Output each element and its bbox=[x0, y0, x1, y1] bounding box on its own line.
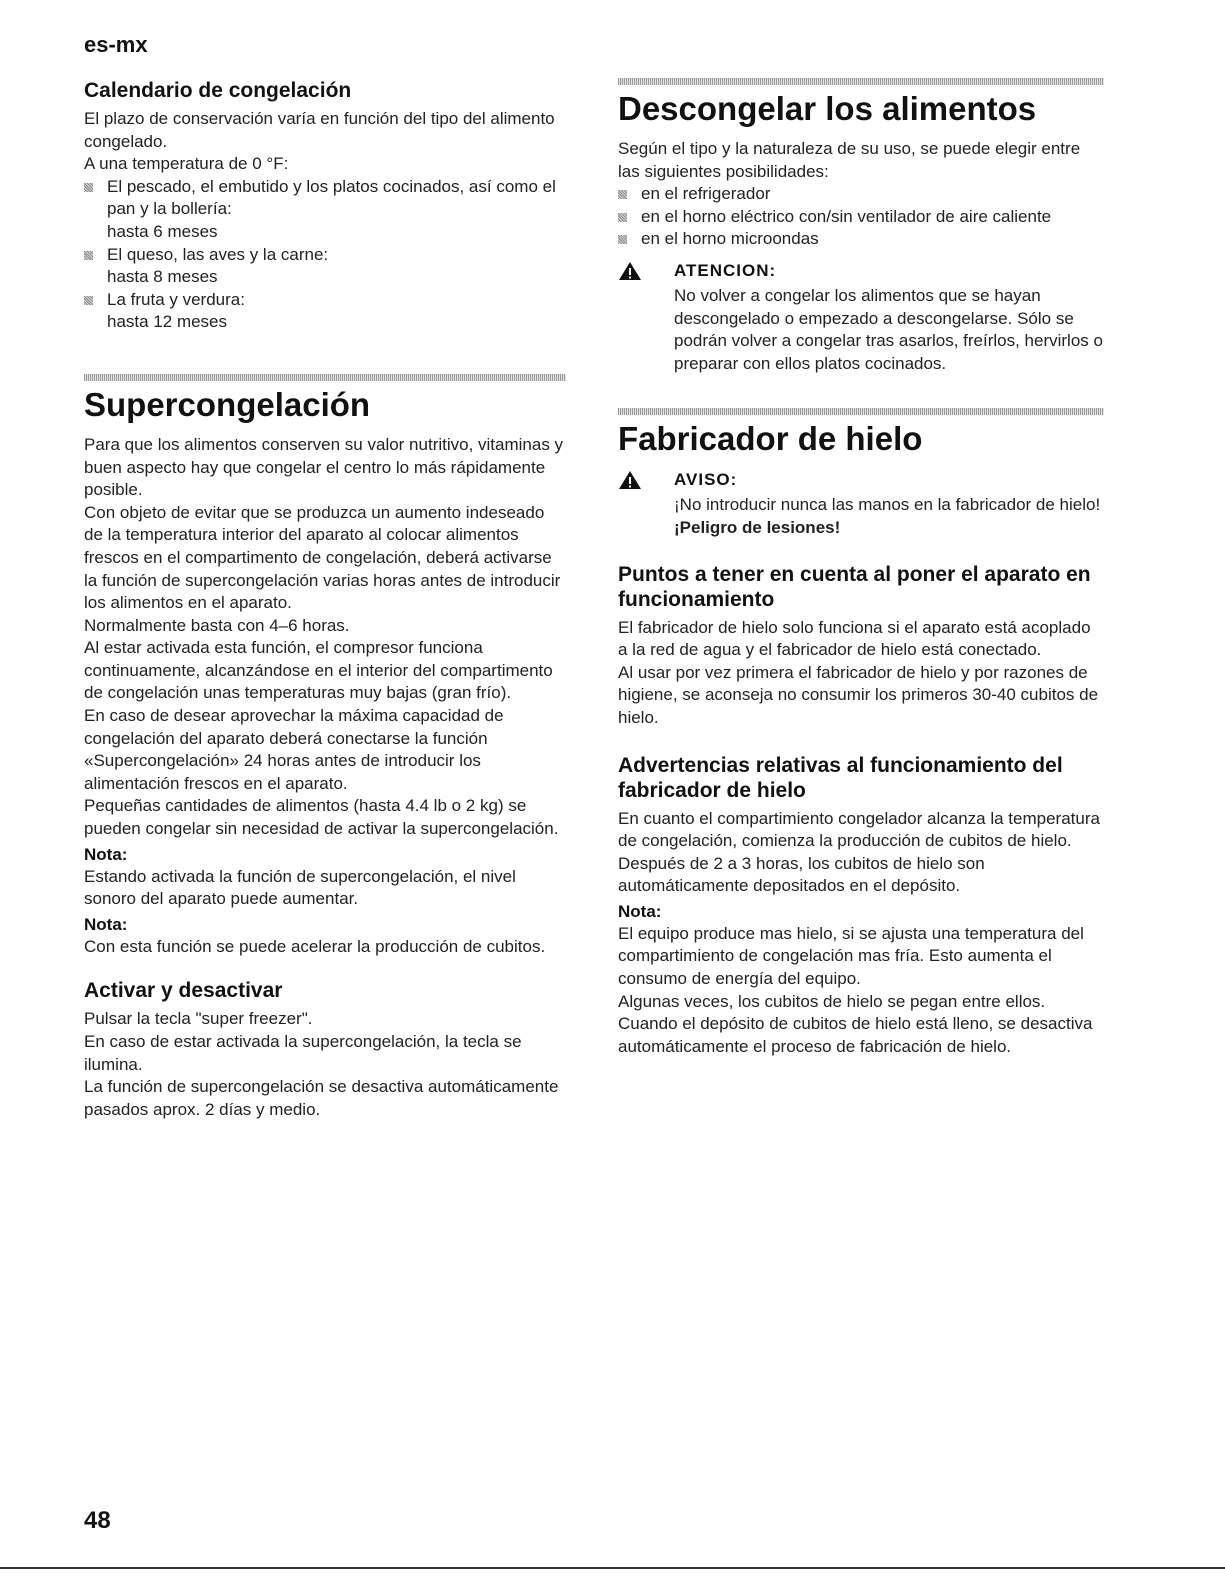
list-item-text: en el refrigerador bbox=[641, 184, 771, 204]
nota-text: Cuando el depósito de cubitos de hielo está lleno, se desactiva automáticamente el proceso de fabricación de hielo. bbox=[618, 1014, 1093, 1056]
warning-text: No volver a congelar los alimentos que se hayan descongelado o empezado a descongelarse. Sólo se podrán volver a congelar tras asarlos, freírlos, hervirlos o preparar con ellos platos cocinados. bbox=[674, 285, 1103, 373]
bullet-icon bbox=[618, 235, 627, 244]
section-divider bbox=[84, 374, 566, 381]
calendario-list bbox=[84, 176, 566, 334]
list-item bbox=[618, 206, 1104, 229]
section-activar bbox=[84, 978, 566, 1121]
list-item-text: en el horno eléctrico con/sin ventilador de aire caliente bbox=[641, 206, 1052, 226]
supercongelacion-para: Con objeto de evitar que se produzca un aumento indeseado de la temperatura interior del aparato al colocar alimentos frescos en el compartimento de congelación, deberá activarse la función de supercongelación varias horas antes de introducir los alimentos en el aparato. bbox=[84, 502, 561, 613]
list-item bbox=[84, 289, 566, 334]
language-code: es-mx bbox=[84, 32, 148, 57]
list-item-duration: hasta 6 meses bbox=[107, 221, 218, 241]
supercongelacion-para: Al estar activada esta función, el compresor funciona continuamente, alcanzándose en el interior del compartimento de congelación unas temperaturas muy bajas (gran frío). bbox=[84, 638, 553, 703]
warning-triangle-icon bbox=[618, 470, 642, 490]
warning-triangle-icon bbox=[618, 261, 642, 281]
aviso-warning bbox=[618, 468, 1104, 539]
activar-title: Activar y desactivar bbox=[84, 979, 283, 1003]
list-item bbox=[618, 228, 1104, 251]
section-divider bbox=[618, 78, 1104, 85]
section-fabricador bbox=[618, 419, 1104, 1058]
warning-text bbox=[674, 494, 1104, 539]
descongelar-intro: Según el tipo y la naturaleza de su uso, se puede elegir entre las siguientes posibilidades: bbox=[618, 139, 1081, 181]
calendario-intro-1: El plazo de conservación varía en función del tipo del alimento congelado. bbox=[84, 109, 555, 151]
section-calendario bbox=[84, 78, 566, 334]
nota-text: Con esta función se puede acelerar la producción de cubitos. bbox=[84, 936, 546, 956]
puntos-para: El fabricador de hielo solo funciona si el aparato está acoplado a la red de agua y el fabricador de hielo está conectado. bbox=[618, 617, 1091, 660]
list-item-text: La fruta y verdura: bbox=[107, 289, 245, 309]
bullet-icon bbox=[618, 190, 627, 199]
supercongelacion-title: Supercongelación bbox=[84, 385, 371, 423]
nota-label: Nota: bbox=[84, 844, 128, 864]
descongelar-list bbox=[618, 183, 1104, 251]
list-item-text: en el horno microondas bbox=[641, 229, 819, 249]
warning-text-bold: ¡Peligro de lesiones! bbox=[674, 517, 841, 537]
bullet-icon bbox=[618, 213, 627, 222]
warning-title: ATENCION: bbox=[674, 260, 777, 280]
supercongelacion-para: Normalmente basta con 4–6 horas. bbox=[84, 615, 350, 635]
list-item-duration: hasta 8 meses bbox=[107, 267, 218, 287]
page-number: 48 bbox=[84, 1507, 111, 1534]
activar-para: La función de supercongelación se desactiva automáticamente pasados aprox. 2 días y medio. bbox=[84, 1077, 559, 1119]
bullet-icon bbox=[84, 251, 93, 260]
section-descongelar bbox=[618, 89, 1104, 375]
activar-para: Pulsar la tecla "super freezer". bbox=[84, 1009, 313, 1029]
list-item bbox=[84, 176, 566, 244]
calendario-intro-2: A una temperatura de 0 °F: bbox=[84, 154, 289, 174]
list-item-text: El queso, las aves y la carne: bbox=[107, 244, 329, 264]
supercongelacion-para: Pequeñas cantidades de alimentos (hasta 4.4 lb o 2 kg) se pueden congelar sin necesidad de activar la supercongelación. bbox=[84, 796, 559, 839]
descongelar-title: Descongelar los alimentos bbox=[618, 90, 1037, 127]
calendario-title: Calendario de congelación bbox=[84, 79, 352, 102]
atencion-warning bbox=[618, 259, 1104, 375]
left-column bbox=[84, 78, 566, 1121]
advertencias-para: En cuanto el compartimiento congelador alcanza la temperatura de congelación, comienza la producción de cubitos de hielo. Después de 2 a 3 horas, los cubitos de hielo son automáticamente depositados en el depósito. bbox=[618, 808, 1100, 896]
list-item-text: El pescado, el embutido y los platos cocinados, así como el pan y la bollería: bbox=[107, 176, 556, 219]
bullet-icon bbox=[84, 296, 93, 305]
fabricador-title: Fabricador de hielo bbox=[618, 420, 923, 458]
puntos-title: Puntos a tener en cuenta al poner el aparato en funcionamiento bbox=[618, 562, 1091, 611]
supercongelacion-para: Para que los alimentos conserven su valor nutritivo, vitaminas y buen aspecto hay que congelar el centro lo más rápidamente posible. bbox=[84, 434, 564, 500]
supercongelacion-para: En caso de desear aprovechar la máxima capacidad de congelación del aparato deberá conectarse la función «Supercongelación» 24 horas antes de introducir los alimentación frescos en el aparato. bbox=[84, 706, 504, 793]
puntos-para: Al usar por vez primera el fabricador de hielo y por razones de higiene, se aconseja no consumir los primeros 30-40 cubitos de hielo. bbox=[618, 662, 1099, 727]
nota-text: Estando activada la función de supercongelación, el nivel sonoro del aparato puede aumentar. bbox=[84, 866, 516, 909]
list-item-duration: hasta 12 meses bbox=[107, 312, 228, 332]
list-item bbox=[618, 183, 1104, 206]
activar-para: En caso de estar activada la supercongelación, la tecla se ilumina. bbox=[84, 1032, 522, 1074]
nota-label: Nota: bbox=[618, 901, 662, 921]
nota-text: El equipo produce mas hielo, si se ajusta una temperatura del compartimiento de congelación mas fría. Esto aumenta el consumo de energía del equipo. bbox=[618, 923, 1084, 989]
warning-text-main: ¡No introducir nunca las manos en la fabricador de hielo! bbox=[674, 495, 1101, 515]
advertencias-title: Advertencias relativas al funcionamiento del fabricador de hielo bbox=[618, 753, 1063, 802]
section-divider bbox=[618, 408, 1104, 415]
bottom-rule bbox=[0, 1567, 1225, 1569]
section-supercongelacion bbox=[84, 385, 566, 958]
list-item bbox=[84, 244, 566, 289]
bullet-icon bbox=[84, 183, 93, 192]
right-column bbox=[618, 78, 1104, 1058]
nota-label: Nota: bbox=[84, 914, 128, 934]
warning-title: AVISO: bbox=[674, 470, 738, 490]
nota-text: Algunas veces, los cubitos de hielo se pegan entre ellos. bbox=[618, 991, 1046, 1011]
